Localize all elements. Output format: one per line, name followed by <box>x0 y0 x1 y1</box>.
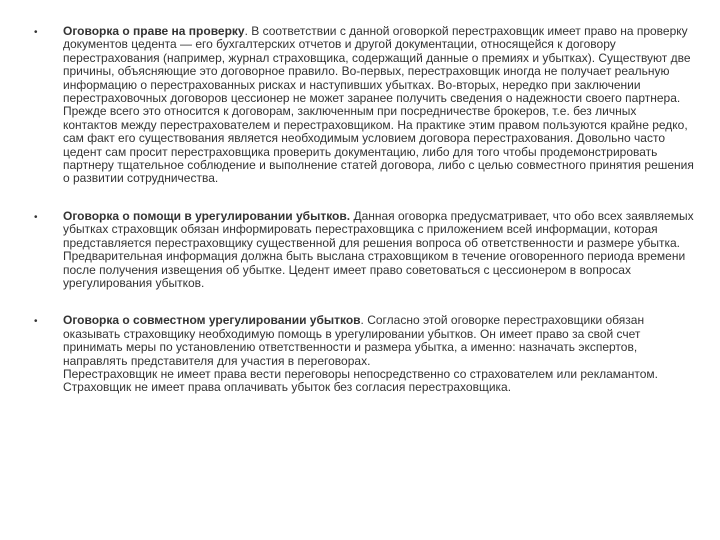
bullet-heading-claims-assistance: Оговорка о помощи в урегулировании убытков. <box>63 208 351 223</box>
paragraph-continuation <box>63 368 694 395</box>
bullet-text-right-to-inspect <box>63 25 694 186</box>
bullet-text-joint-claims-settlement <box>63 314 694 394</box>
bullet-body-joint-claims-settlement: . Согласно этой оговорке перестраховщики обязан оказывать страховщику необходимую помощь в урегулировании убытков. Он имеет право за свой счет принимать меры по установлению ответственности и размера убытка, а именно: назначать экспертов, направлять представителя для участия в переговорах. <box>63 313 645 368</box>
bullet-body-claims-assistance: Данная оговорка предусматривает, что обо всех заявляемых убытках страховщик обязан информировать перестраховщика с приложением всей информации, которая представляется перестраховщику существенной для решения вопроса об ответственности и размере убытка. Предварительная информация должна быть выслана страховщиком в течение оговоренного периода времени после получения извещения об убытке. Цедент имеет право советоваться с цессионером в вопросах урегулирования убытков. <box>63 208 694 290</box>
bullet-marker: • <box>34 316 38 328</box>
bullet-heading-right-to-inspect: Оговорка о праве на проверку <box>63 24 245 38</box>
bullet-item-right-to-inspect <box>34 25 694 186</box>
bullet-marker: • <box>34 211 38 223</box>
bullet-body-right-to-inspect: . В соответствии с данной оговоркой перестраховщик имеет право на проверку документов цедента — его бухгалтерских отчетов и другой документации, относящейся к договору перестрахования (например, журнал страховщика, содержащий данные о премиях и убытках). Существуют две причины, объясняющие это договорное правило. Во-первых, перестраховщик иногда не получает реальную информацию о перестрахованных рисках и наступивших убытках. Во-вторых, нередко при заключении перестраховочных договоров цессионер не может заранее получить сведения о надежности своего партнера. Прежде всего это относится к договорам, заключенным при посредничестве брокеров, т.е. без личных контактов между перестрахователем и перестраховщиком. На практике этим правом пользуются крайне редко, сам факт его существования является необходимым условием договора перестрахования. Довольно часто цедент сам просит перестраховщика проверить документацию, либо для того чтобы продемонстрировать партнеру тщательное соблюдение и выполнение статей договора, либо с целью совместного принятия решения о развитии сотрудничества. <box>63 24 694 186</box>
paragraph <box>63 314 694 368</box>
paragraph <box>63 210 694 290</box>
bullet-heading-joint-claims-settlement: Оговорка о совместном урегулировании убытков <box>63 313 361 328</box>
bullet-body2-joint-claims-settlement: Перестраховщик не имеет права вести переговоры непосредственно со страхователем или рекламантом. Страховщик не имеет права оплачивать убыток без согласия перестраховщика. <box>63 366 658 395</box>
bullet-item-joint-claims-settlement <box>34 314 694 394</box>
bullet-item-claims-assistance <box>34 210 694 290</box>
bullet-text-claims-assistance <box>63 210 694 290</box>
paragraph <box>63 25 694 186</box>
bullet-marker: • <box>34 27 38 38</box>
